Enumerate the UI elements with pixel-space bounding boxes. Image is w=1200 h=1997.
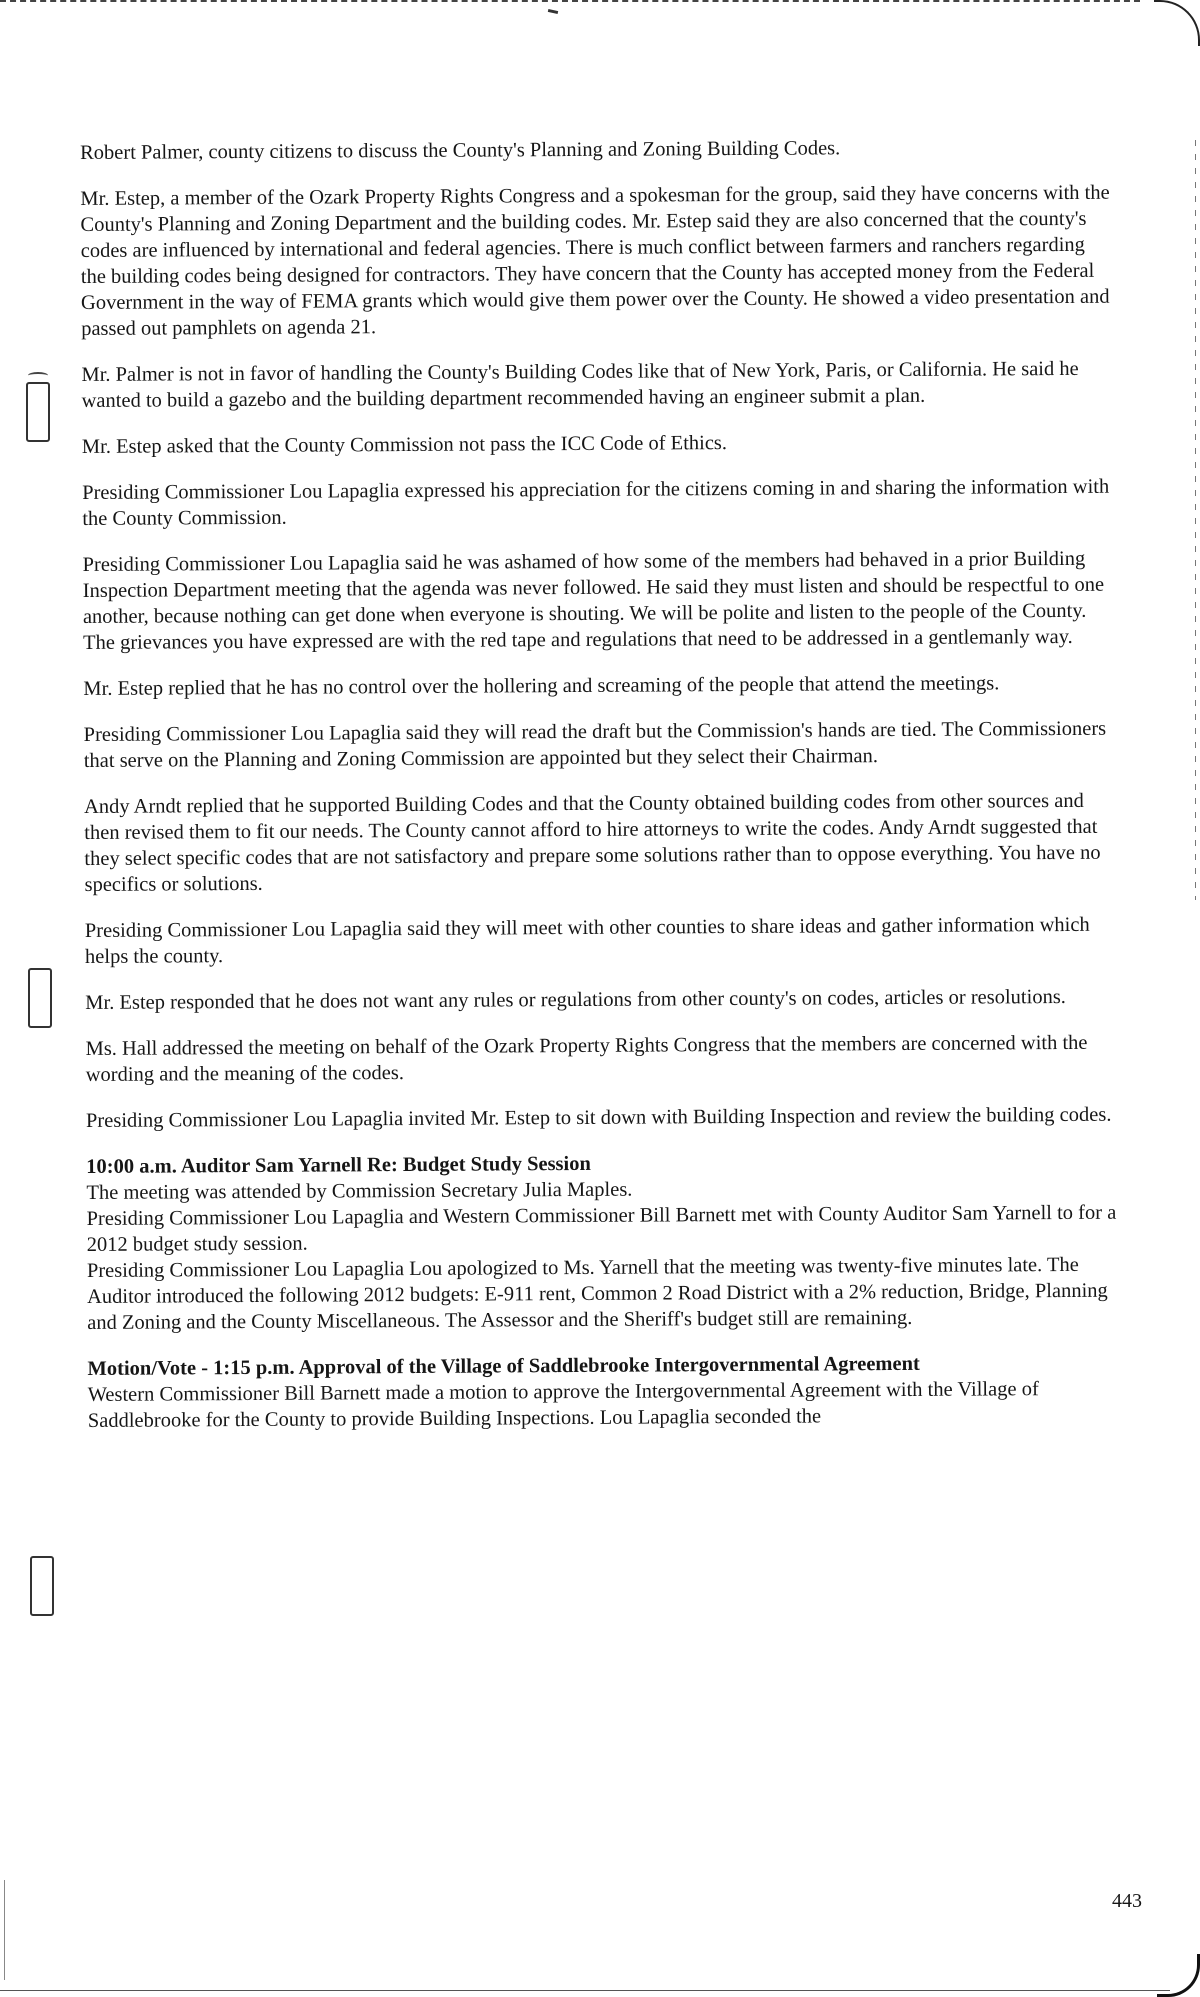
page-top-edge xyxy=(0,0,1140,2)
page-corner-curl-top xyxy=(1154,0,1200,46)
section-line: The meeting was attended by Commission Secretary Julia Maples. xyxy=(86,1178,633,1204)
section-line: Presiding Commissioner Lou Lapaglia Lou apologized to Ms. Yarnell that the meeting was twenty-five minutes late. The Auditor introduced the following 2012 budgets: E-911 rent, Common 2 Road District with a 2% reduction, Bridge, Planning and Zoning and the County Miscellaneous. The Assessor and the Sheriff's budget still are remaining. xyxy=(86,1253,1108,1334)
binding-hole-bottom xyxy=(30,1556,54,1616)
paragraph: Mr. Estep, a member of the Ozark Property Rights Congress and a spokesman for the group, said they have concerns with the County's Planning and Zoning Department and the building codes. Mr. Estep said they are also concerned that the county's codes are influenced by international and federal agencies. There is much conflict between farmers and ranchers regarding the building codes being designed for contractors. They have concern that the County has accepted money from the Federal Government in the way of FEMA grants which would give them power over the County. He showed a video presentation and passed out pamphlets on agenda 21. xyxy=(80,181,1110,340)
paragraph: Presiding Commissioner Lou Lapaglia expressed his appreciation for the citizens coming in and sharing the information with the County Commission. xyxy=(82,475,1110,530)
budget-study-section xyxy=(86,1148,1117,1336)
page-left-edge-mark xyxy=(4,1880,5,1980)
paragraph: Presiding Commissioner Lou Lapaglia said they will read the draft but the Commission's hands are tied. The Commissioners that serve on the Planning and Zoning Commission are appointed but they select their Chairman. xyxy=(83,717,1107,772)
scan-speck xyxy=(548,9,558,14)
paragraph: Ms. Hall addressed the meeting on behalf of the Ozark Property Rights Congress that the members are concerned with the wording and the meaning of the codes. xyxy=(85,1031,1088,1086)
paragraph: Mr. Estep responded that he does not want any rules or regulations from other county's on codes, articles or resolutions. xyxy=(85,985,1066,1014)
motion-section xyxy=(87,1350,1117,1434)
paragraph: Presiding Commissioner Lou Lapaglia said they will meet with other counties to share ideas and gather information which helps the county. xyxy=(84,913,1090,968)
page-right-edge xyxy=(1195,140,1196,900)
page-bottom-edge xyxy=(0,1990,1170,1991)
paragraph: Presiding Commissioner Lou Lapaglia invited Mr. Estep to sit down with Building Inspection and review the building codes. xyxy=(85,1103,1112,1132)
page-number: 443 xyxy=(1112,1890,1142,1912)
paragraph: Robert Palmer, county citizens to discuss the County's Planning and Zoning Building Codes. xyxy=(80,137,841,164)
section-heading: 10:00 a.m. Auditor Sam Yarnell Re: Budget Study Session xyxy=(86,1152,591,1178)
paragraph: Mr. Palmer is not in favor of handling the County's Building Codes like that of New York, Paris, or California. He said he wanted to build a gazebo and the building department recommended having an engineer submit a plan. xyxy=(81,357,1079,412)
punch-hole-mark xyxy=(28,372,48,379)
paragraph: Andy Arndt replied that he supported Building Codes and that the County obtained building codes from other sources and then revised them to fit our needs. The County cannot afford to hire attorneys to write the codes. Andy Arndt suggested that they select specific codes that are not satisfactory and prepare some solutions rather than to oppose everything. You have no specifics or solutions. xyxy=(84,789,1101,896)
paragraph: Mr. Estep replied that he has no control over the hollering and screaming of the people that attend the meetings. xyxy=(83,672,1000,700)
section-heading: Motion/Vote - 1:15 p.m. Approval of the Village of Saddlebrooke Intergovernmental Agreement xyxy=(87,1352,920,1380)
paragraph: Mr. Estep asked that the County Commission not pass the ICC Code of Ethics. xyxy=(81,432,728,458)
paragraph: Presiding Commissioner Lou Lapaglia said he was ashamed of how some of the members had behaved in a prior Building Inspection Department meeting that the agenda was never followed. He said they must listen and should be respectful to one another, because nothing can get done when everyone is shouting. We will be polite and listen to the people of the County. The grievances you have expressed are with the red tape and regulations that need to be addressed in a gentlemanly way. xyxy=(82,547,1105,654)
section-line: Presiding Commissioner Lou Lapaglia and Western Commissioner Bill Barnett met with County Auditor Sam Yarnell to for a 2012 budget study session. xyxy=(86,1201,1117,1256)
binding-hole-middle xyxy=(28,968,52,1028)
section-body: Western Commissioner Bill Barnett made a motion to approve the Intergovernmental Agreement with the Village of Saddlebrooke for the County to provide Building Inspections. Lou Lapaglia seconded the xyxy=(87,1378,1039,1432)
binding-hole-top xyxy=(26,382,50,442)
minutes-body xyxy=(80,134,1118,1454)
